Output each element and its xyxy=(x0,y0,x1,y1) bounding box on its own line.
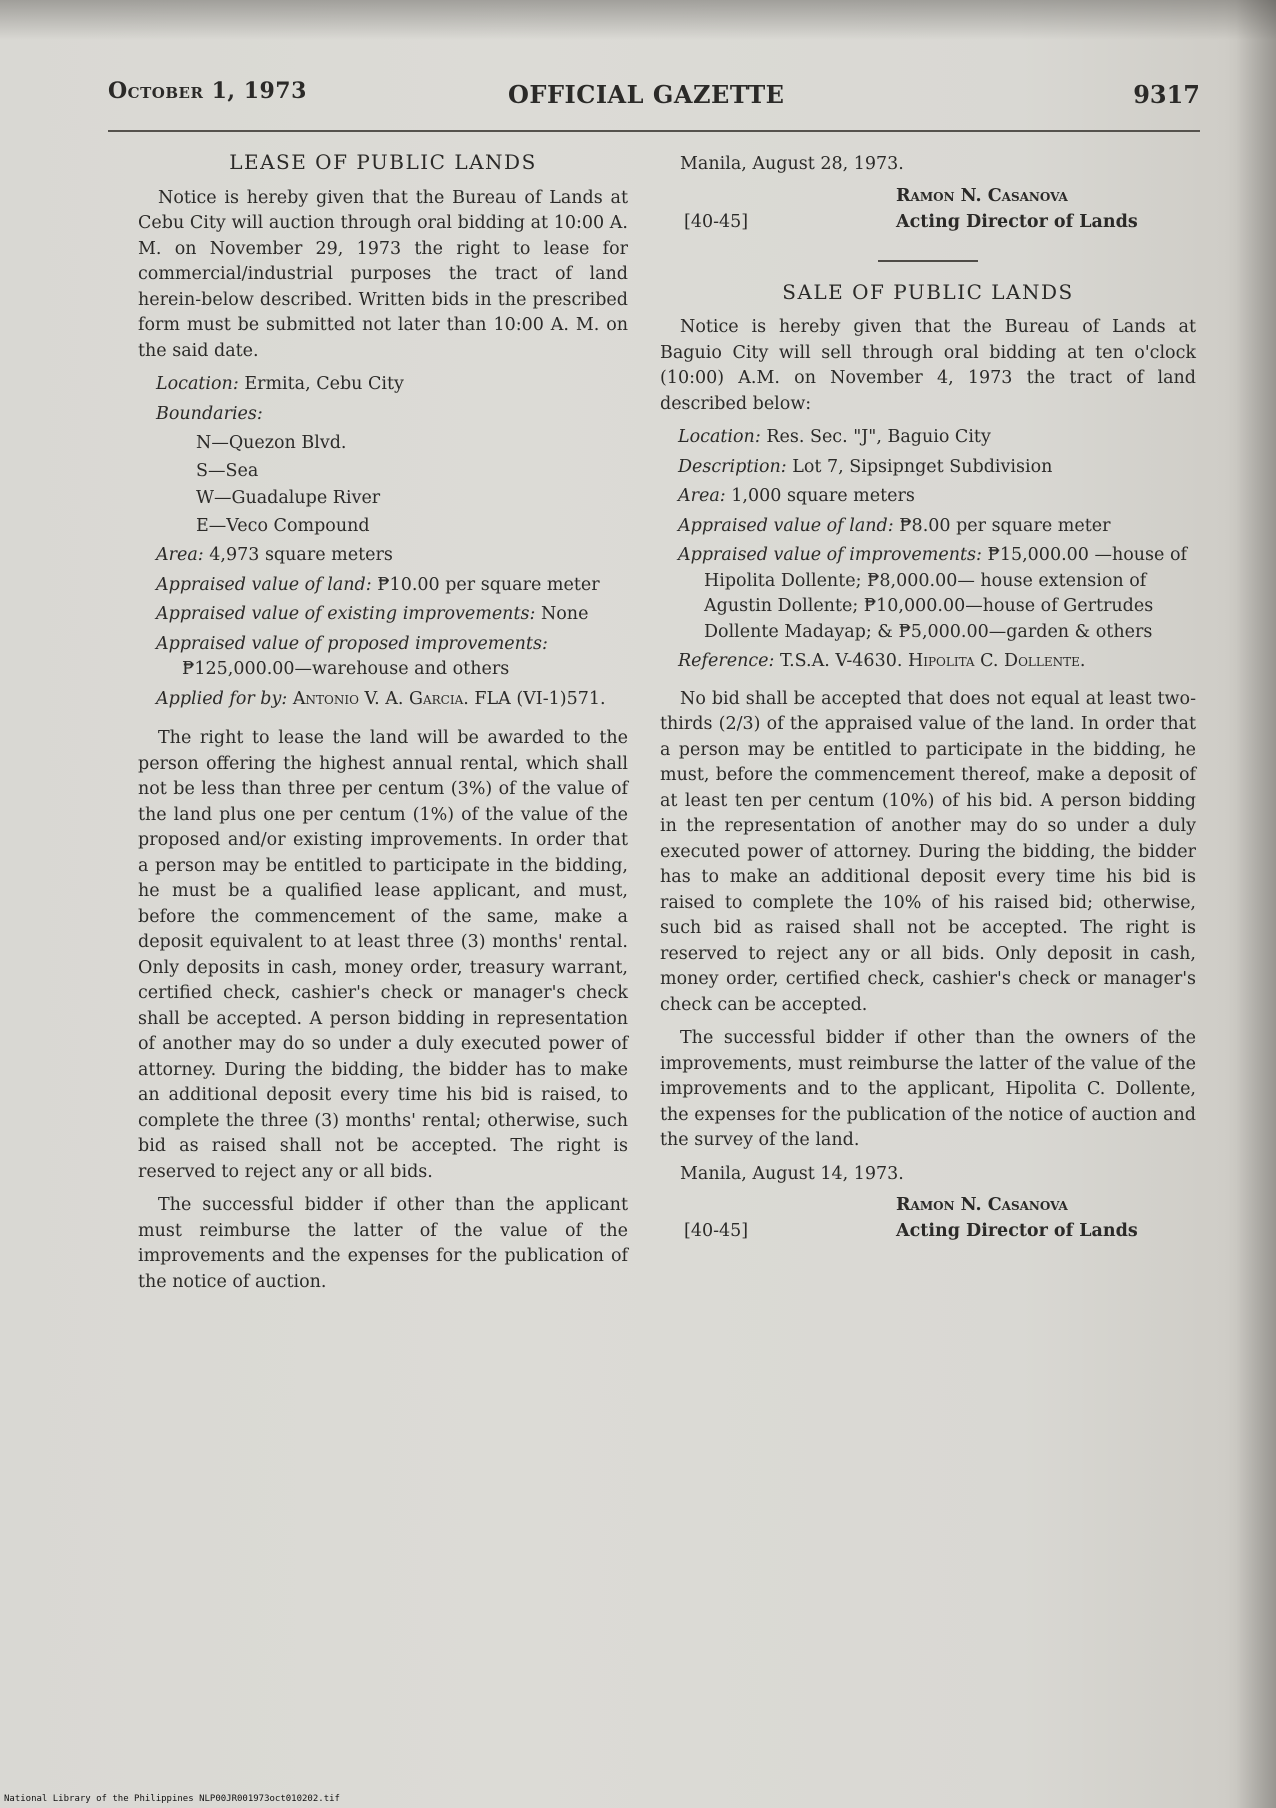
lease-intro: Notice is hereby given that the Bureau of Lands at Cebu City will auction through oral bidding at 10:00 A. M. on November 29, 1973 the right to lease for commercial/industrial purposes the tract of land herein-below described. Written bids in the prescribed form must be submitted not later than 10:00 A. M. on the said date. xyxy=(138,187,628,361)
lease-location-label: Location: xyxy=(156,374,239,394)
sale-improvements xyxy=(678,543,1196,645)
lease-land-value-label: Appraised value of land: xyxy=(156,574,372,595)
sale-date: Manila, August 14, 1973. xyxy=(680,1163,904,1184)
lease-boundary-east: E—Veco Compound xyxy=(196,515,370,536)
page-header xyxy=(108,78,1200,122)
lease-area-label: Area: xyxy=(156,545,204,565)
sale-terms-paragraph: No bid shall be accepted that does not equal at least two-thirds (2/3) of the appraised value of the land. In order that a person may be entitled to participate in the bidding, he must, before the commencement thereof, make a deposit of at least ten per centum (10%) of his bid. A person bidding in the representation of another may do so under a duly executed power of attorney. During the bidding, the bidder has to make an additional deposit every time his bid is raised to complete the 10% of his raised bid; otherwise, such bid as raised shall not be accepted. The right is reserved to reject any or all bids. Only deposit in cash, money order, certified check, cashier's check or manager's check can be accepted. xyxy=(660,688,1196,1015)
right-column xyxy=(660,150,1196,1249)
sale-code: [40-45] xyxy=(684,1221,749,1241)
scan-top-shadow xyxy=(0,0,1276,40)
sale-area-value: 1,000 square meters xyxy=(731,486,915,506)
lease-land-value-amount: ₱10.00 per square meter xyxy=(377,574,600,595)
sale-location xyxy=(678,425,1196,451)
header-rule xyxy=(108,130,1200,132)
lease-boundary-west: W—Guadalupe River xyxy=(196,488,381,508)
lease-area-value: 4,973 square meters xyxy=(209,545,393,565)
sale-reference-label: Reference: xyxy=(678,651,775,671)
sale-reference xyxy=(678,649,1196,675)
scan-source-footer: National Library of the Philippines NLP00JR001973oct010202.tif xyxy=(4,1794,340,1804)
sale-description-label: Description: xyxy=(678,456,787,477)
lease-applicant xyxy=(156,687,628,713)
lease-date: Manila, August 28, 1973. xyxy=(680,154,904,174)
sale-signer-title: Acting Director of Lands xyxy=(896,1221,1138,1241)
lease-location-value: Ermita, Cebu City xyxy=(244,374,404,394)
sale-description-value: Lot 7, Sipsipnget Subdivision xyxy=(792,456,1053,477)
sale-signer-name: Ramon N. Casanova xyxy=(896,1195,1068,1215)
scan-edge-shadow xyxy=(1236,0,1276,1808)
lease-applied-value: Antonio V. A. Garcia. FLA (VI-1)571. xyxy=(292,688,606,709)
left-column xyxy=(138,150,628,1303)
sale-signature xyxy=(660,1193,1196,1249)
sale-reimburse-paragraph: The successful bidder if other than the owners of the improvements, must reimburse the latter of the value of the improvements and to the applicant, Hipolita C. Dollente, the expenses for the publication of the notice of auction and the survey of the land. xyxy=(660,1028,1196,1150)
lease-proposed-improvements xyxy=(156,632,628,683)
sale-location-value: Res. Sec. "J", Baguio City xyxy=(766,427,991,447)
lease-code: [40-45] xyxy=(684,211,749,232)
header-title: OFFICIAL GAZETTE xyxy=(508,80,785,109)
sale-land-value xyxy=(678,514,1196,540)
sale-location-label: Location: xyxy=(678,427,761,447)
lease-location xyxy=(156,372,628,398)
header-page-number: 9317 xyxy=(1133,80,1200,109)
lease-applied-label: Applied for by: xyxy=(156,688,288,709)
lease-reimburse-paragraph-start: The successful bidder if other than the applicant must reimburse the latter of the value of the improvements and the expenses for the publication of the notice of auction. xyxy=(138,1195,628,1292)
sale-intro: Notice is hereby given that the Bureau of Lands at Baguio City will sell through oral bidding at ten o'clock (10:00) A.M. on November 4, 1973 the tract of land described below: xyxy=(660,317,1196,414)
lease-existing-improvements xyxy=(156,602,628,628)
lease-land-value xyxy=(156,573,628,599)
lease-proposed-value: ₱125,000.00—warehouse and others xyxy=(182,659,510,679)
lease-signature xyxy=(660,184,1196,240)
lease-area xyxy=(156,543,628,569)
lease-existing-value: None xyxy=(540,604,589,624)
lease-boundaries-heading xyxy=(156,402,628,428)
section-divider xyxy=(878,260,978,262)
header-date: October 1, 1973 xyxy=(108,78,307,104)
lease-boundary-north: N—Quezon Blvd. xyxy=(196,433,347,453)
lease-boundaries-label: Boundaries: xyxy=(156,403,263,424)
sale-area-label: Area: xyxy=(678,486,726,506)
sale-reference-value: T.S.A. V-4630. Hipolita C. Dollente. xyxy=(780,651,1086,671)
sale-improvements-label: Appraised value of improvements: xyxy=(678,545,982,565)
lease-proposed-label: Appraised value of proposed improvements: xyxy=(156,633,548,654)
lease-signer-name: Ramon N. Casanova xyxy=(896,185,1068,206)
sale-land-value-label: Appraised value of land: xyxy=(678,515,894,536)
sale-section-title: SALE OF PUBLIC LANDS xyxy=(782,279,1074,304)
lease-existing-label: Appraised value of existing improvements: xyxy=(156,604,536,624)
sale-area xyxy=(678,484,1196,510)
lease-signer-title: Acting Director of Lands xyxy=(896,211,1138,232)
sale-description xyxy=(678,455,1196,481)
lease-terms-paragraph: The right to lease the land will be awarded to the person offering the highest annual rental, which shall not be less than three per centum (3%) of the value of the land plus one per centum (1%) of the value of the proposed and/or existing improvements. In order that a person may be entitled to participate in the bidding, he must be a qualified lease applicant, and must, before the commencement of the same, make a deposit equivalent to at least three (3) months' rental. Only deposits in cash, money order, treasury warrant, certified check, cashier's check or manager's check shall be accepted. A person bidding in representation of another may do so under a duly executed power of attorney. During the bidding, the bidder has to make an additional deposit every time his bid is raised, to complete the three (3) months' rental; otherwise, such bid as raised shall not be accepted. The right is reserved to reject any or all bids. xyxy=(138,728,628,1182)
sale-land-value-amount: ₱8.00 per square meter xyxy=(899,515,1111,536)
lease-section-title: LEASE OF PUBLIC LANDS xyxy=(229,150,537,174)
lease-boundary-south: S—Sea xyxy=(196,460,259,481)
sale-improvements-value: ₱15,000.00 —house of Hipolita Dollente; ₱8,000.00— house extension of Agustin Dollente; ₱10,000.00—house of Gertrudes Dollente Madayap; & ₱5,000.00—garden & others xyxy=(704,545,1187,642)
